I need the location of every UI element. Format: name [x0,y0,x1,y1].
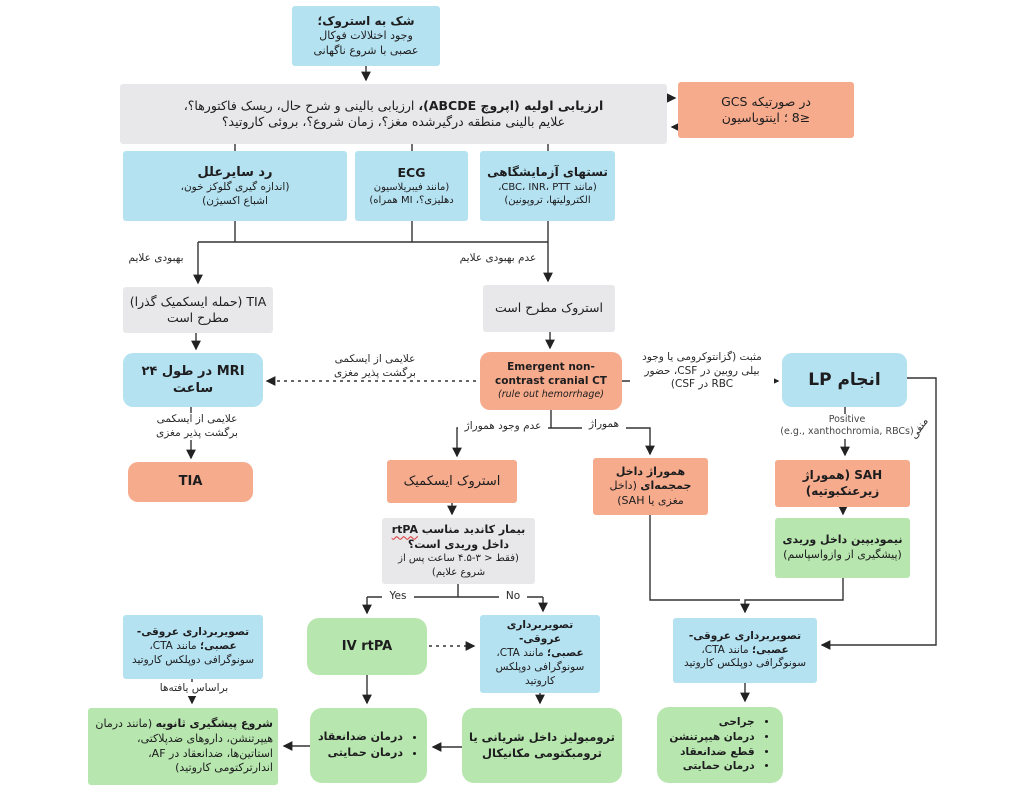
node-iv-rtpa: IV rtPA [307,618,427,675]
list-item: • درمان ضدانعقاد [318,730,403,745]
anticoag-list [318,729,419,761]
edge-label-reversible-ischemia-dashed: علایمی از ایسکمی برگشت پذیر مغزی [320,353,430,380]
edge-label-lp-positive: Positive (e.g., xanthochromia, RBCs) [772,414,922,439]
list-item: • جراحی [669,716,754,730]
surgery-list [669,715,770,775]
node-anticoag-supportive [310,708,427,783]
node-vascular-imaging-left: تصویربرداری عروقی- عصبی؛ مانند CTA، سونوگرافی دوپلکس کاروتید [123,615,263,679]
node-rule-out-other-causes: رد سایرعلل (اندازه گیری گلوکز خون، اشباع اکسیژن) [123,151,347,221]
node-intracranial-hemorrhage: هموراژ داخل جمجمه‌ای (داخل مغزی یا SAH) [593,458,708,515]
edge-label-based-on-findings: براساس یافته‌ها [148,682,240,696]
edge-label-reversible-ischemia-left: علایمی از ایسکمی برگشت پذیر مغزی [140,413,254,440]
node-ischemic-stroke: استروک ایسکمیک [387,460,517,503]
edge-label-symptom-improvement: بهبودی علایم [128,252,184,264]
node-vascular-imaging-right: تصویربرداری عروقی- عصبی؛ مانند CTA، سونوگرافی دوپلکس کاروتید [673,618,817,683]
list-item: • درمان حمایتی [318,746,403,761]
list-item: • درمان حمایتی [669,760,754,774]
node-suspected-stroke: شک به استروک؛ وجود اختلالات فوکال عصبی با شروع ناگهانی [292,6,440,66]
list-item: • درمان هیپرتنشن [669,731,754,745]
edge-label-hemorrhage: هموراژ [582,418,626,432]
node-rtpa-candidate-question: بیمار کاندید مناسب rtPA داخل وریدی است؟ (فقط < ۳-۴.۵ ساعت پس از شروع علایم) [382,518,535,584]
node-thrombolysis-thrombectomy: ترومبولیز داخل شریانی یا ترومبکتومی مکانیکال [462,708,622,783]
edge-label-no-hemorrhage: عدم وجود هموراژ [458,420,548,434]
node-sah: SAH (هموراژ زیرعنکبوتیه) [775,460,910,507]
node-initial-assessment: ارزیابی اولیه (اپروچ ABCDE)، ارزیابی بالینی و شرح حال، ریسک فاکتورها؟، علایم بالینی منطقه درگیرشده مغز؟، زمان شروع؟، بروئی کاروتید؟ [120,84,667,144]
rtpa-spellcheck-word: rtPA [391,523,418,537]
edge-label-negative: منفی [907,415,931,442]
list-item: • قطع ضدانعقاد [669,746,754,760]
node-secondary-prevention: شروع پیشگیری ثانویه (مانند درمان هیپرتنشن، داروهای ضدپلاکتی، استاتین‌ها، ضدانعقاد در AF، اندارترکتومی کاروتید) [88,708,278,785]
node-gcs-intubation: در صورتیکه GCS ≤8 ؛ اینتوباسیون [678,82,854,138]
node-tia: TIA [128,462,253,502]
node-lumbar-puncture: انجام LP [782,353,907,407]
node-mri-24h: MRI در طول ۲۴ ساعت [123,353,263,407]
edge-label-csf-positive: مثبت (گزانتوکرومی یا وجود بیلی روبین در CSF، حضور RBC در CSF) [630,351,774,392]
edge-label-no-improvement: عدم بهبودی علایم [459,252,537,264]
node-vascular-imaging-middle: تصویربرداری عروقی- عصبی؛ مانند CTA، سونوگرافی دوپلکس کاروتید [480,615,600,693]
edge-label-yes: Yes [382,590,414,604]
node-tia-suspected: TIA (حمله ایسکمیک گذرا) مطرح است [123,287,273,333]
node-lab-tests: تستهای آزمایشگاهی (مانند CBC، INR، PTT، الکترولیتها، تروپونین) [480,151,615,221]
node-stroke-suspected: استروک مطرح است [483,285,615,332]
node-hemorrhage-management [657,707,783,783]
node-iv-nimodipine: نیمودیپین داخل وریدی (پیشگیری از وازواسپاسم) [775,518,910,578]
suspect-title: شک به استروک؛ [317,13,415,28]
node-ecg: ECG (مانند فیبریلاسیون دهلیزی؟، MI همراه) [355,151,468,221]
node-emergent-ct: Emergent non-contrast cranial CT (rule out hemorrhage) [480,352,622,410]
edge-label-no: No [499,590,527,604]
